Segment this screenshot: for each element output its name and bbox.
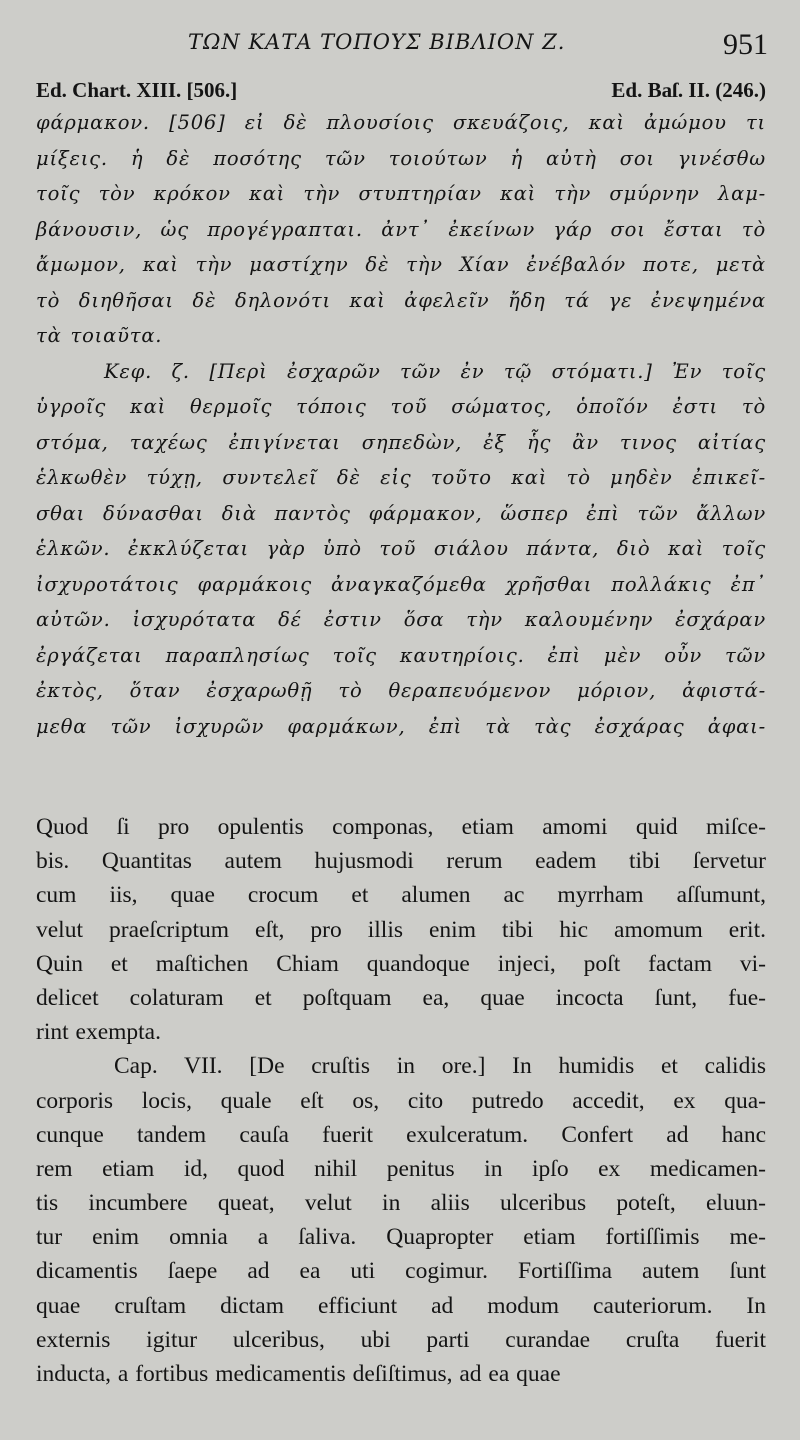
latin-line: bis. Quantitas autem hujusmodi rerum eadem tibi ſervetur — [36, 848, 766, 875]
greek-line: τὸ διηθῆσαι δὲ δηλονότι καὶ ἀφελεῖν ἤδη τά γε ἐνεψημένα — [36, 288, 766, 312]
greek-line: ἰσχυροτάτοις φαρμάκοις ἀναγκαζόμεθα χρῆσθαι πολλάκις ἐπ᾿ — [36, 572, 766, 596]
greek-line: μεθα τῶν ἰσχυρῶν φαρμάκων, ἐπὶ τὰ τὰς ἐσχάρας ἀφαι- — [36, 714, 766, 738]
greek-line: ὑγροῖς καὶ θερμοῖς τόποις τοῦ σώματος, ὁποῖόν ἐστι τὸ — [36, 395, 766, 418]
greek-line: στόμα, ταχέως ἐπιγίνεται σηπεδὼν, ἐξ ἧς ἂν τινος αἰτίας — [36, 430, 766, 454]
greek-line: ἐργάζεται παραπλησίως τοῖς καυτηρίοις. ἐπὶ μὲν οὖν τῶν — [36, 643, 766, 667]
greek-line: τὰ τοιαῦτα. — [36, 324, 163, 347]
latin-line: corporis locis, quale eſt os, cito putredo accedit, ex qua- — [36, 1087, 766, 1114]
latin-line: rem etiam id, quod nihil penitus in ipſo ex medicamen- — [36, 1155, 766, 1182]
greek-line: ἑλκῶν. ἐκκλύζεται γὰρ ὑπὸ τοῦ σιάλου πάντα, διὸ καὶ τοῖς — [36, 537, 766, 560]
greek-line: αὐτῶν. ἰσχυρότατα δέ ἐστιν ὅσα τὴν καλουμένην ἐσχάραν — [36, 608, 766, 631]
latin-line: cum iis, quae crocum et alumen ac myrrham aſſumunt, — [36, 882, 766, 909]
latin-chapter-heading-line: Cap. VII. [De cruſtis in ore.] In humidis et calidis — [114, 1053, 766, 1080]
latin-line: rint exempta. — [36, 1019, 161, 1046]
latin-text-block — [36, 810, 766, 1391]
greek-line: ἐκτὸς, ὅταν ἐσχαρωθῇ τὸ θεραπευόμενον μόριον, ἀφιστά- — [36, 679, 766, 702]
latin-line: inducta, a fortibus medicamentis deſiſtimus, ad ea quae — [36, 1361, 561, 1387]
page-number: 951 — [723, 28, 768, 61]
edition-chartier: Ed. Chart. XIII. [506.] — [36, 78, 238, 102]
latin-line: quae cruſtam dictam efficiunt ad modum cauteriorum. In — [36, 1292, 766, 1319]
greek-line: ἄμωμον, καὶ τὴν μαστίχην δὲ τὴν Χίαν ἐνέβαλόν ποτε, μετὰ — [36, 253, 766, 276]
greek-line: μίξεις. ἡ δὲ ποσότης τῶν τοιούτων ἡ αὐτὴ σοι γινέσθω — [36, 146, 766, 170]
latin-line: cunque tandem cauſa fuerit exulceratum. Confert ad hanc — [36, 1121, 766, 1148]
greek-line: βάνουσιν, ὡς προγέγραπται. ἀντ᾿ ἐκείνων γάρ σοι ἔσται τὸ — [36, 217, 766, 241]
edition-references — [36, 78, 766, 108]
greek-line: σθαι δύνασθαι διὰ παντὸς φάρμακον, ὥσπερ ἐπὶ τῶν ἄλλων — [36, 501, 766, 525]
edition-basel: Ed. Baſ. II. (246.) — [611, 78, 766, 102]
latin-line: Quin et maſtichen Chiam quandoque injeci, poſt factam vi- — [36, 950, 766, 977]
latin-line: tis incumbere queat, velut in aliis ulceribus poteſt, eluun- — [36, 1190, 766, 1217]
greek-line: τοῖς τὸν κρόκον καὶ τὴν στυπτηρίαν καὶ τὴν σμύρνην λαμ- — [36, 182, 766, 205]
page-header — [0, 30, 800, 66]
latin-line: externis igitur ulceribus, ubi parti curandae cruſta fuerit — [36, 1326, 766, 1353]
greek-chapter-heading-line: Κεφ. ζ. [Περὶ ἐσχαρῶν τῶν ἐν τῷ στόματι.] Ἐν τοῖς — [104, 359, 766, 383]
latin-line: dicamentis ſaepe ad ea uti cogimur. Fortiſſima autem ſunt — [36, 1258, 766, 1285]
greek-line: ἑλκωθὲν τύχῃ, συντελεῖ δὲ εἰς τοῦτο καὶ τὸ μηδὲν ἐπικεῖ- — [36, 466, 766, 489]
latin-line: delicet colaturam et poſtquam ea, quae incocta ſunt, fue- — [36, 984, 766, 1011]
latin-line: tur enim omnia a ſaliva. Quapropter etiam fortiſſimis me- — [36, 1224, 766, 1251]
running-title: ΤΩΝ ΚΑΤΑ ΤΟΠΟΥΣ ΒΙΒΛΙΟΝ Ζ. — [188, 30, 566, 54]
latin-line: Quod ſi pro opulentis componas, etiam amomi quid miſce- — [36, 814, 766, 840]
latin-line: velut praeſcriptum eſt, pro illis enim tibi hic amomum erit. — [36, 916, 766, 943]
greek-text-block — [36, 105, 766, 744]
greek-line: φάρμακον. [506] εἰ δὲ πλουσίοις σκευάζοις, καὶ ἀμώμου τι — [36, 111, 766, 134]
